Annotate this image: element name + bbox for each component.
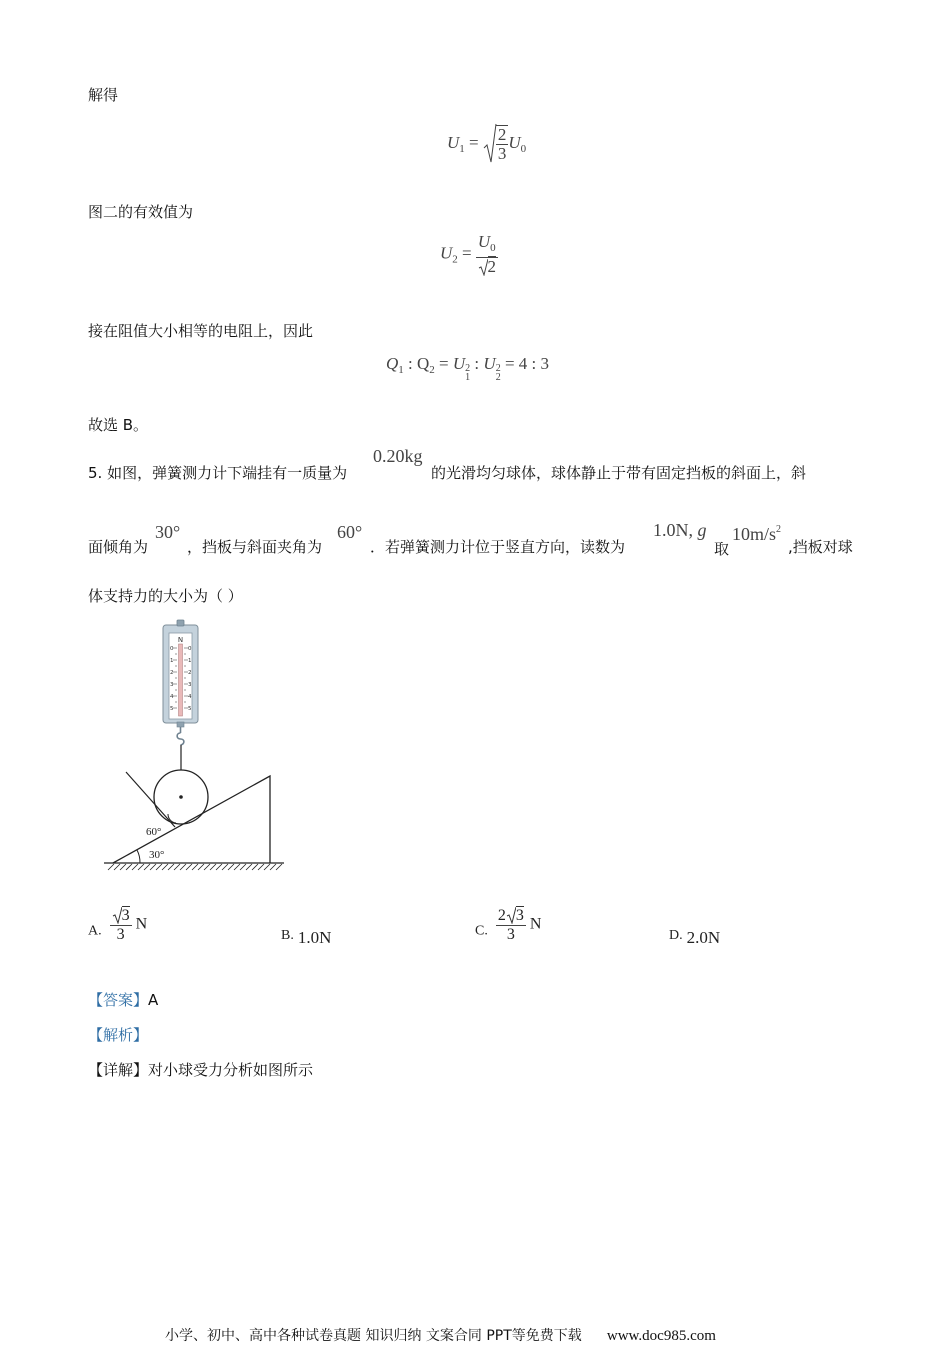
scale-letter: N bbox=[177, 636, 184, 644]
scale-right-2: 2 bbox=[188, 670, 192, 676]
eq2-equals: = bbox=[462, 243, 472, 263]
analysis-label: 【解析】 bbox=[88, 1026, 149, 1044]
scale-right-1: 1 bbox=[188, 658, 192, 664]
q5-text-c: 面倾角为 bbox=[88, 538, 149, 556]
scale-right-3: 3 bbox=[188, 682, 192, 688]
eq3-q1: Q bbox=[386, 354, 399, 373]
option-d-letter: D. bbox=[669, 928, 683, 943]
spring-scale bbox=[163, 620, 198, 745]
text-jiezai: 接在阻值大小相等的电阻上，因此 bbox=[88, 322, 314, 340]
detail-label: 【详解】 bbox=[88, 1061, 149, 1079]
q5-gval-value: 10m/s bbox=[732, 524, 777, 544]
eq3-u2: U bbox=[483, 354, 496, 373]
option-b-value: 1.0N bbox=[297, 928, 332, 947]
eq1-lhs-sub: 1 bbox=[459, 142, 465, 155]
q5-text-a: 5. 如图，弹簧测力计下端挂有一质量为 bbox=[88, 464, 348, 482]
sqrt-sign-icon bbox=[506, 906, 516, 924]
option-c-den: 3 bbox=[506, 926, 515, 943]
q5-reading-value: 1.0N, bbox=[653, 520, 693, 540]
eq3-u1: U bbox=[452, 354, 466, 373]
detail-text: 对小球受力分析如图所示 bbox=[148, 1061, 314, 1079]
option-c[interactable] bbox=[475, 906, 541, 944]
option-b-letter: B. bbox=[281, 928, 294, 943]
option-a-den: 3 bbox=[116, 926, 125, 943]
scale-right-4: 4 bbox=[188, 694, 192, 700]
q5-text-i: 体支持力的大小为（ ） bbox=[88, 587, 243, 605]
scale-left-5: 5 bbox=[170, 706, 174, 712]
eq3-q2-sub: 2 bbox=[429, 364, 435, 376]
eq2-num-sub: 0 bbox=[490, 242, 496, 254]
eq3-colon2: : bbox=[474, 354, 480, 373]
text-tu2: 图二的有效值为 bbox=[88, 203, 194, 221]
equation-u1 bbox=[447, 122, 526, 166]
eq2-lhs-sub: 2 bbox=[452, 253, 458, 266]
eq3-u1-sub: 1 bbox=[465, 372, 471, 383]
eq3-u2-sup: 2 bbox=[495, 363, 501, 374]
sqrt-sign-icon bbox=[112, 906, 122, 924]
q5-gval bbox=[732, 524, 781, 545]
angle-60-label: 60° bbox=[146, 826, 162, 838]
q5-text-e: ．若弹簧测力计位于竖直方向，读数为 bbox=[370, 538, 626, 556]
option-c-coef: 2 bbox=[497, 907, 506, 924]
ground-hatch bbox=[108, 864, 282, 870]
scale-left-0: 0 bbox=[170, 646, 174, 652]
q5-gval-exp: 2 bbox=[776, 524, 782, 535]
eq3-ratio: = 4 : 3 bbox=[504, 354, 549, 373]
q5-text-h: ,挡板对球 bbox=[788, 538, 853, 556]
footer bbox=[165, 1325, 716, 1345]
sqrt-sign-icon bbox=[478, 258, 488, 276]
scale-left-4: 4 bbox=[170, 694, 174, 700]
option-c-num: 3 bbox=[515, 907, 524, 924]
eq1-equals: = bbox=[469, 132, 479, 152]
option-a-unit: N bbox=[135, 915, 148, 933]
option-a-letter: A. bbox=[88, 923, 102, 939]
eq3-q2: Q bbox=[417, 354, 430, 373]
eq1-rhs: U bbox=[508, 132, 521, 152]
option-c-letter: C. bbox=[475, 923, 488, 939]
answer-value: A bbox=[148, 991, 159, 1009]
eq1-rhs-sub: 0 bbox=[520, 142, 527, 155]
q5-angle2: 60° bbox=[337, 522, 363, 542]
option-b[interactable] bbox=[281, 928, 331, 948]
sqrt-sign-icon bbox=[483, 122, 497, 166]
eq3-equals: = bbox=[439, 354, 449, 373]
eq2-num: U bbox=[477, 232, 491, 251]
eq1-num: 2 bbox=[497, 125, 507, 144]
option-c-unit: N bbox=[529, 915, 542, 933]
scale-right-0: 0 bbox=[188, 646, 192, 652]
text-jiede: 解得 bbox=[88, 86, 119, 104]
q5-g: g bbox=[697, 520, 707, 540]
eq2-den: 2 bbox=[487, 257, 497, 276]
ball-center bbox=[179, 795, 183, 799]
option-d[interactable] bbox=[669, 928, 720, 948]
q5-mass: 0.20kg bbox=[373, 446, 423, 466]
arc-30 bbox=[137, 850, 140, 863]
text-guxuan: 故选 B。 bbox=[88, 416, 149, 434]
figure-incline-spring bbox=[100, 618, 290, 873]
q5-text-b: 的光滑均匀球体，球体静止于带有固定挡板的斜面上，斜 bbox=[431, 464, 807, 482]
option-d-value: 2.0N bbox=[686, 928, 721, 947]
footer-url[interactable]: www.doc985.com bbox=[606, 1328, 716, 1344]
q5-text-f: 取 bbox=[714, 540, 730, 558]
scale-left-1: 1 bbox=[170, 658, 174, 664]
equation-ratio bbox=[386, 354, 549, 382]
eq3-u1-sup: 2 bbox=[465, 363, 471, 374]
scale-left-2: 2 bbox=[170, 670, 174, 676]
q5-reading bbox=[653, 520, 707, 541]
q5-text-d: ，挡板与斜面夹角为 bbox=[187, 538, 323, 556]
angle-30-label: 30° bbox=[149, 849, 165, 861]
q5-angle1: 30° bbox=[155, 522, 181, 542]
option-a[interactable] bbox=[88, 906, 147, 944]
eq2-lhs: U bbox=[440, 243, 453, 263]
eq1-lhs: U bbox=[447, 132, 460, 152]
answer-line bbox=[88, 989, 158, 1010]
scale-left-3: 3 bbox=[170, 682, 174, 688]
scale-right-5: 5 bbox=[188, 706, 192, 712]
answer-label: 【答案】 bbox=[88, 991, 149, 1009]
eq1-den: 3 bbox=[497, 144, 507, 163]
eq3-colon1: : bbox=[408, 354, 413, 373]
detail-line bbox=[88, 1059, 313, 1080]
eq3-u2-sub: 2 bbox=[495, 372, 501, 383]
equation-u2 bbox=[440, 233, 498, 276]
eq3-q1-sub: 1 bbox=[398, 364, 404, 376]
option-a-num: 3 bbox=[121, 907, 130, 924]
footer-text: 小学、初中、高中各种试卷真题 知识归纳 文案合同 PPT等免费下载 bbox=[165, 1328, 582, 1344]
